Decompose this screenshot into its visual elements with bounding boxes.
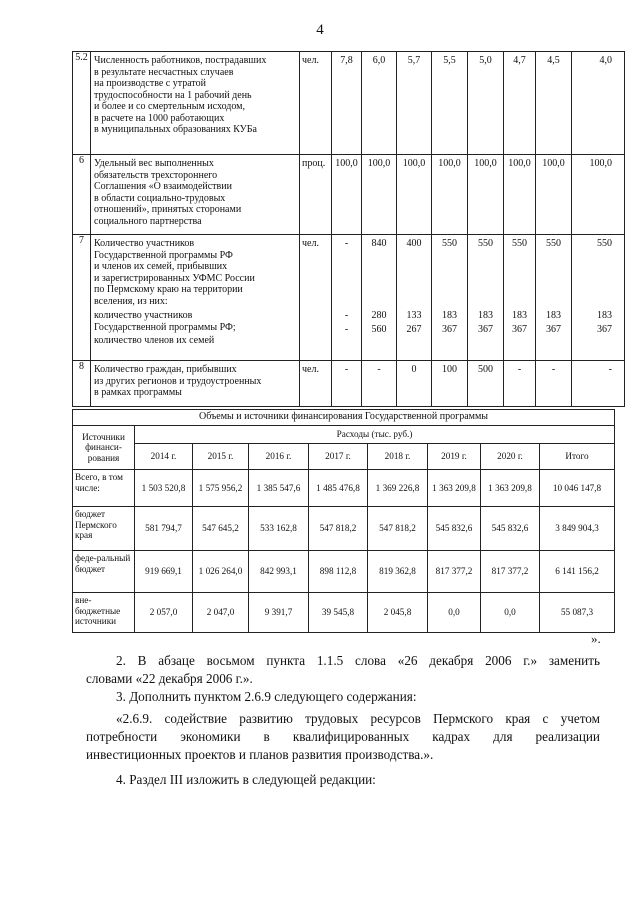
amount-cell: 547 818,2 (309, 507, 368, 551)
value-cell: 4,0 (572, 52, 625, 155)
value-cell: 0 (397, 361, 432, 407)
amount-cell: 547 818,2 (368, 507, 428, 551)
year-header: 2016 г. (249, 444, 309, 470)
paragraph-2: 2. В абзаце восьмом пункта 1.1.5 слова «26 декабря 2006 г.» заменить словами «22 декабря 2006 г.». (86, 653, 600, 686)
expenses-header: Расходы (тыс. руб.) (135, 426, 615, 444)
amount-cell: 3 849 904,3 (540, 507, 615, 551)
row-number: 7 (73, 235, 91, 361)
indicator-row-6 (73, 155, 625, 235)
amount-cell: 2 057,0 (135, 593, 193, 633)
amount-cell: 2 045,8 (368, 593, 428, 633)
indicator-description: Численность работников, пострадавших в результате несчастных случаев на производстве с утратой трудоспособности на 1 рабочий день и более и со смертельным исходом, в расчете на 1000 работающих в муниципальных образованиях КУБа (91, 52, 300, 155)
amount-cell: 547 645,2 (193, 507, 249, 551)
amount-cell: 9 391,7 (249, 593, 309, 633)
row-number: 6 (73, 155, 91, 235)
value-cell: 5,0 (468, 52, 504, 155)
amount-cell: 545 832,6 (428, 507, 481, 551)
financing-title: Объемы и источники финансирования Государственной программы (73, 410, 615, 426)
row-number: 5.2 (73, 52, 91, 155)
amount-cell: 919 669,1 (135, 551, 193, 593)
row-number: 8 (73, 361, 91, 407)
value-cell: - (504, 361, 536, 407)
source-header: Источники финанси-рования (73, 426, 135, 470)
amount-cell: 1 363 209,8 (428, 470, 481, 507)
value-cell: 100 (432, 361, 468, 407)
value-cell: 100,0 (536, 155, 572, 235)
year-header: 2014 г. (135, 444, 193, 470)
amount-cell: 1 385 547,6 (249, 470, 309, 507)
year-header: 2018 г. (368, 444, 428, 470)
year-header: 2019 г. (428, 444, 481, 470)
value-cell: 550 183 367 (536, 235, 572, 361)
value-cell: 100,0 (432, 155, 468, 235)
amount-cell: 39 545,8 (309, 593, 368, 633)
value-cell: 100,0 (468, 155, 504, 235)
value-cell: 550 183 367 (432, 235, 468, 361)
value-cell: 100,0 (504, 155, 536, 235)
value-cell: 400 133 267 (397, 235, 432, 361)
amount-cell: 0,0 (428, 593, 481, 633)
financing-row-total (73, 470, 615, 507)
amount-cell: 1 369 226,8 (368, 470, 428, 507)
value-cell: 550 183 367 (572, 235, 625, 361)
financing-table (72, 409, 615, 633)
value-cell: 500 (468, 361, 504, 407)
indicator-row-5-2 (73, 52, 625, 155)
year-header: 2015 г. (193, 444, 249, 470)
value-cell: 100,0 (397, 155, 432, 235)
amount-cell: 0,0 (481, 593, 540, 633)
indicator-description: Удельный вес выполненных обязательств трехстороннего Соглашения «О взаимодействии в области социально-трудовых отношений», принятых сторонами социального партнерства (91, 155, 300, 235)
amount-cell: 10 046 147,8 (540, 470, 615, 507)
financing-row-offbudget (73, 593, 615, 633)
amount-cell: 1 026 264,0 (193, 551, 249, 593)
value-cell: - (536, 361, 572, 407)
indicator-row-7 (73, 235, 625, 361)
value-cell: 100,0 (332, 155, 362, 235)
amount-cell: 817 377,2 (428, 551, 481, 593)
amount-cell: 898 112,8 (309, 551, 368, 593)
financing-row-regional (73, 507, 615, 551)
source-label: феде-ральный бюджет (73, 551, 135, 593)
indicator-row-8 (73, 361, 625, 407)
total-header: Итого (540, 444, 615, 470)
amount-cell: 533 162,8 (249, 507, 309, 551)
source-label: Всего, в том числе: (73, 470, 135, 507)
value-cell: 840 280 560 (362, 235, 397, 361)
value-cell: 550 183 367 (504, 235, 536, 361)
value-cell: 7,8 (332, 52, 362, 155)
paragraph-3: 3. Дополнить пунктом 2.6.9 следующего содержания: (116, 689, 417, 704)
indicators-table (72, 51, 625, 407)
amount-cell: 581 794,7 (135, 507, 193, 551)
value-cell: 6,0 (362, 52, 397, 155)
amount-cell: 2 047,0 (193, 593, 249, 633)
value-cell: 4,7 (504, 52, 536, 155)
financing-row-federal (73, 551, 615, 593)
paragraph-3-quote: «2.6.9. содействие развитию трудовых ресурсов Пермского края с учетом потребности экономики в квалифицированных кадрах для реализации инвестиционных проектов и планов развития производства.». (86, 711, 600, 762)
amount-cell: 6 141 156,2 (540, 551, 615, 593)
year-header: 2017 г. (309, 444, 368, 470)
unit-cell: проц. (300, 155, 332, 235)
amount-cell: 842 993,1 (249, 551, 309, 593)
page-number: 4 (316, 22, 324, 38)
value-cell: 5,7 (397, 52, 432, 155)
value-cell: - - - (332, 235, 362, 361)
source-label: вне-бюджетные источники (73, 593, 135, 633)
amount-cell: 545 832,6 (481, 507, 540, 551)
amount-cell: 819 362,8 (368, 551, 428, 593)
amount-cell: 55 087,3 (540, 593, 615, 633)
indicator-description: Количество участников Государственной программы РФ и членов их семей, прибывших и зарегистрированных УФМС России по Пермскому краю на территории вселения, из них: количество участников Государственной программы РФ; количество членов их семей (91, 235, 300, 361)
amount-cell: 1 503 520,8 (135, 470, 193, 507)
value-cell: 550 183 367 (468, 235, 504, 361)
value-cell: - (362, 361, 397, 407)
amount-cell: 1 575 956,2 (193, 470, 249, 507)
paragraph-4: 4. Раздел III изложить в следующей редакции: (116, 772, 376, 787)
amount-cell: 1 363 209,8 (481, 470, 540, 507)
amount-cell: 1 485 476,8 (309, 470, 368, 507)
source-label: бюджет Пермского края (73, 507, 135, 551)
year-header: 2020 г. (481, 444, 540, 470)
unit-cell: чел. (300, 235, 332, 361)
closing-quote: ». (591, 631, 601, 646)
value-cell: 5,5 (432, 52, 468, 155)
amount-cell: 817 377,2 (481, 551, 540, 593)
indicator-description: Количество граждан, прибывших из других регионов и трудоустроенных в рамках программы (91, 361, 300, 407)
unit-cell: чел. (300, 361, 332, 407)
years-row (73, 444, 615, 470)
value-cell: 100,0 (362, 155, 397, 235)
value-cell: - (332, 361, 362, 407)
unit-cell: чел. (300, 52, 332, 155)
value-cell: 100,0 (572, 155, 625, 235)
value-cell: 4,5 (536, 52, 572, 155)
value-cell: - (572, 361, 625, 407)
